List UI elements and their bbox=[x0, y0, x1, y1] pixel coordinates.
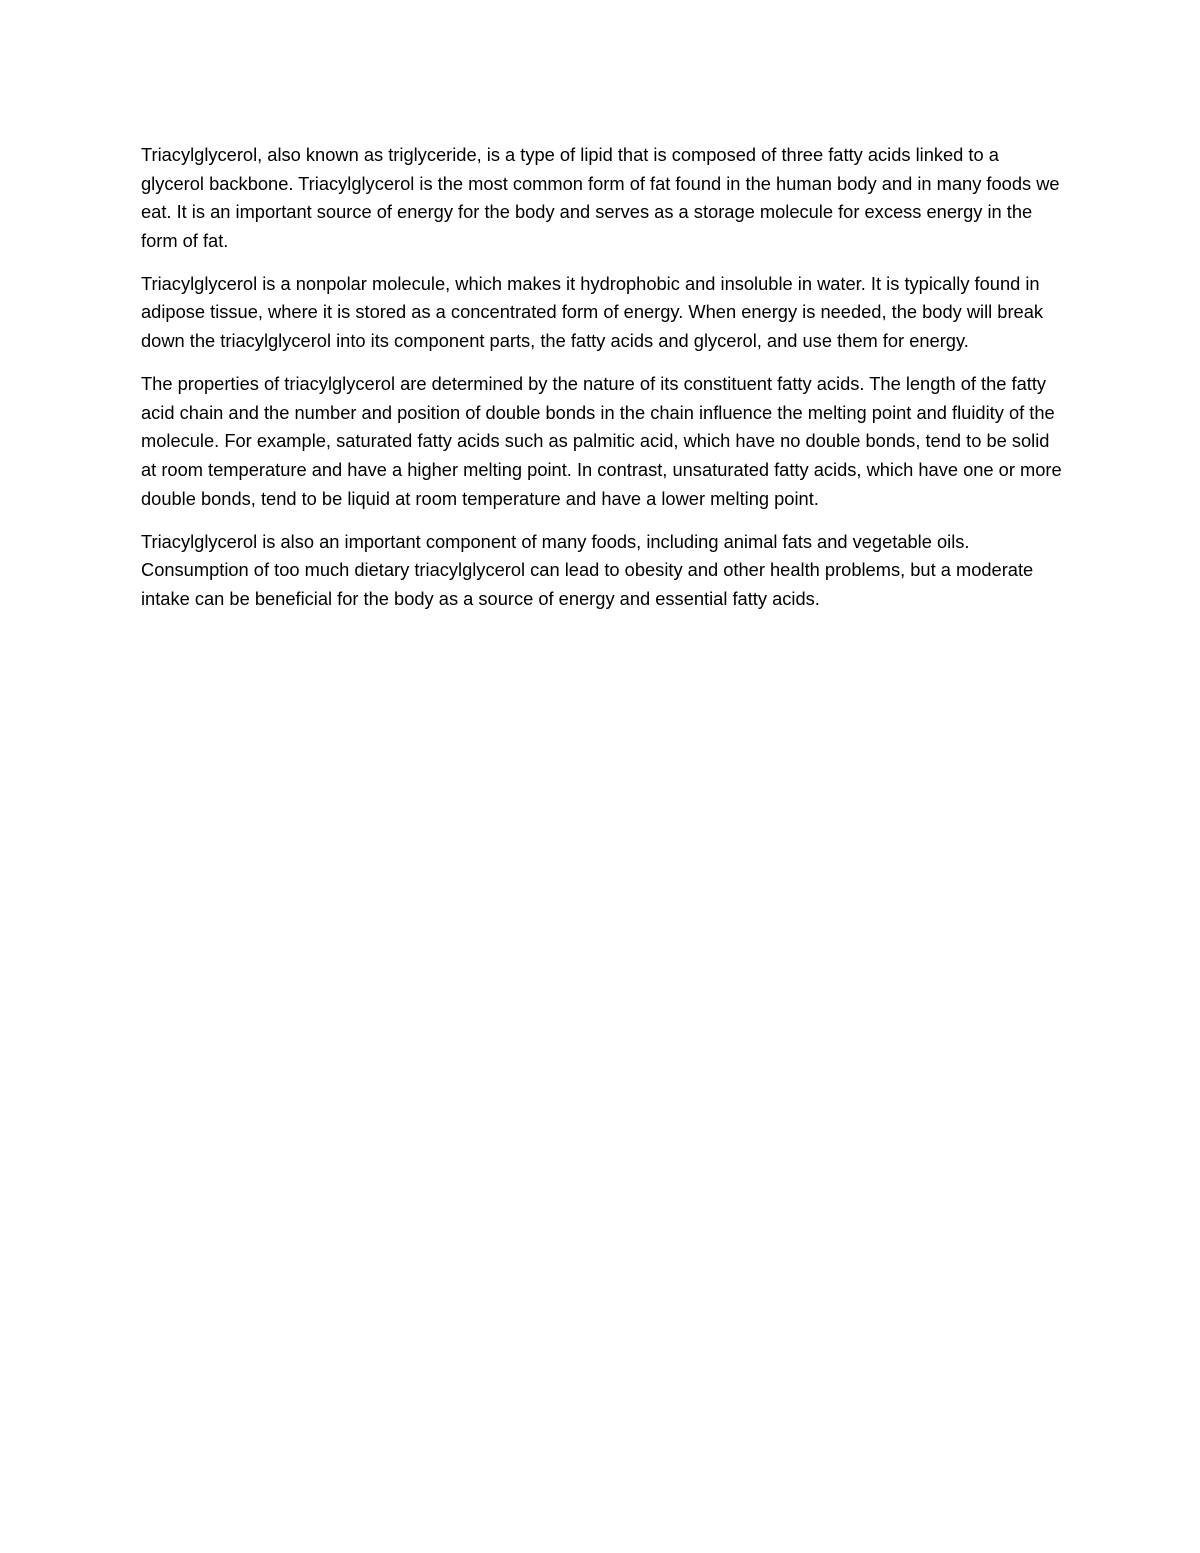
paragraph-1: Triacylglycerol, also known as triglyceride, is a type of lipid that is composed of three fatty acids linked to a glycerol backbone. Triacylglycerol is the most common form of fat found in the human body and in many foods we eat. It is an important source of energy for the body and serves as a storage molecule for excess energy in the form of fat. bbox=[141, 144, 1060, 251]
paragraph-3: The properties of triacylglycerol are determined by the nature of its constituent fatty acids. The length of the fatty acid chain and the number and position of double bonds in the chain influence the melting point and fluidity of the molecule. For example, saturated fatty acids such as palmitic acid, which have no double bonds, tend to be solid at room temperature and have a higher melting point. In contrast, unsaturated fatty acids, which have one or more double bonds, tend to be liquid at room temperature and have a lower melting point. bbox=[141, 373, 1062, 509]
paragraph-4: Triacylglycerol is also an important component of many foods, including animal fats and vegetable oils. Consumption of too much dietary triacylglycerol can lead to obesity and other health problems, but a moderate intake can be beneficial for the body as a source of energy and essential fatty acids. bbox=[141, 530, 1034, 609]
paragraph-2: Triacylglycerol is a nonpolar molecule, which makes it hydrophobic and insoluble in water. It is typically found in adipose tissue, where it is stored as a concentrated form of energy. When energy is needed, the body will break down the triacylglycerol into its component parts, the fatty acids and glycerol, and use them for energy. bbox=[141, 272, 1044, 352]
document-body bbox=[141, 141, 1063, 628]
